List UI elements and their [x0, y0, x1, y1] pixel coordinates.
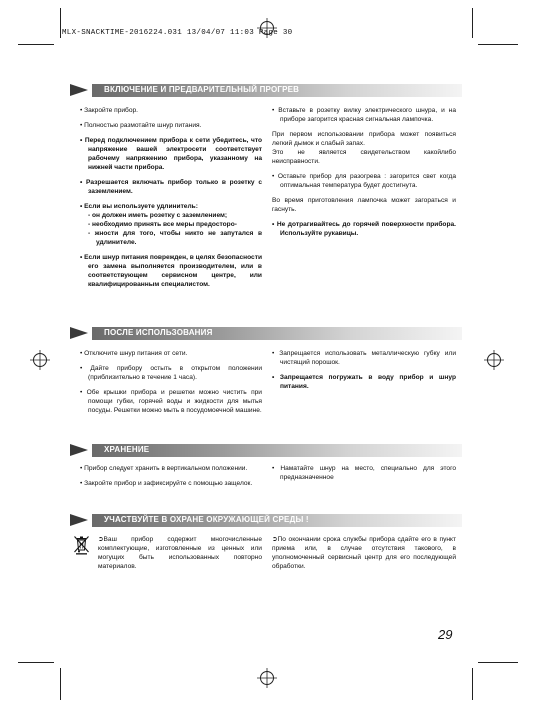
arrow-bullet-icon: ➲: [272, 535, 278, 543]
list-item: • Оставьте прибор для разогрева : загорится свет когда оптимальная температура будет достигнута.: [272, 173, 457, 189]
registration-mark-right-icon: [484, 350, 504, 370]
preheat-left-column: [80, 106, 262, 295]
after-left-column: [80, 349, 262, 421]
section-arrow-icon: [70, 514, 88, 526]
crop-mark-tr-v: [472, 8, 473, 38]
section-title: ПОСЛЕ ИСПОЛЬЗОВАНИЯ: [104, 328, 213, 337]
section-arrow-icon: [70, 84, 88, 96]
environment-right-column: [272, 535, 456, 577]
section-header-after-use: [70, 327, 462, 340]
crop-mark-tl-h: [18, 44, 54, 45]
paragraph: При первом использовании прибора может появиться легкий дымок и слабый запах.: [272, 131, 456, 147]
paragraph: ➲По окончании срока службы прибора сдайте его в пункт приема или, в случае отсутствия таковoго, в уполномоченный сервисный центр для его последующей обработки.: [272, 535, 456, 570]
list-item: • Полностью размотайте шнур питания.: [80, 122, 202, 129]
list-item: • Закройте прибор и зафиксируйте с помощью защелок.: [80, 480, 253, 487]
list-item: • Дайте прибору остыть в открытом положении (приблизительно в течение 1 часа).: [80, 365, 262, 381]
list-item: • Обе крышки прибора и решетки можно чистить при помощи губки, горячей воды и жидкости для мытья посуды. Решетки можно мыть в посудомоечной машине.: [80, 389, 262, 414]
list-subitem: - необходимо принять все меры предосторо-: [88, 221, 237, 228]
paragraph: Во время приготовления лампочка может загораться и гаснуть.: [272, 197, 456, 213]
registration-mark-bottom-icon: [257, 668, 277, 688]
list-item: • Запрещается погружать в воду прибор и шнур питания.: [272, 374, 456, 390]
list-item: • Разрешается включать прибор только в розетку с заземлением.: [80, 179, 262, 195]
arrow-bullet-icon: ➲: [98, 535, 104, 543]
crossed-bin-recycling-icon: [73, 535, 90, 555]
list-item: • Запрещается использовать металлическую губку или чистящий порошок.: [272, 350, 457, 366]
section-title: УЧАСТВУЙТЕ В ОХРАНЕ ОКРУЖАЮЩЕЙ СРЕДЫ !: [104, 515, 309, 524]
list-item: • Если вы используете удлинитель:: [80, 203, 198, 210]
section-arrow-icon: [70, 327, 88, 339]
section-title: ХРАНЕНИЕ: [104, 445, 150, 454]
storage-left-column: [80, 464, 262, 494]
registration-mark-left-icon: [30, 350, 50, 370]
crop-mark-br-h: [478, 662, 518, 663]
list-item: • Перед подключением прибора к сети убедитесь, что напряжение вашей электросети соответствует рабочему напряжению прибора, указанному на нижней части прибора.: [80, 137, 263, 171]
section-title: ВКЛЮЧЕНИЕ И ПРЕДВАРИТЕЛЬНЫЙ ПРОГРЕВ: [104, 85, 300, 94]
environment-left-column: [98, 535, 262, 577]
list-item: • Отключите шнур питания от сети.: [80, 350, 188, 357]
preheat-right-column: [272, 106, 456, 244]
registration-mark-top-icon: [257, 18, 277, 38]
crop-mark-tr-h: [478, 44, 518, 45]
list-item: • Если шнур питания поврежден, в целях безопасности его замена выполняется производителем, или в соответствующем сервисном центре, или квалифицированным специалистом.: [80, 254, 263, 288]
list-subitem: - жности для того, чтобы никто не запутался в удлинителе.: [88, 230, 262, 246]
section-arrow-icon: [70, 444, 88, 456]
after-right-column: [272, 349, 456, 397]
paragraph: Это не является свидетельством какойлибо неисправности.: [272, 149, 456, 165]
crop-mark-tl-v: [60, 8, 61, 38]
list-item: • Прибор следует хранить в вертикальном положении.: [80, 465, 248, 472]
list-item: • Не дотрагивайтесь до горячей поверхности прибора. Используйте рукавицы.: [272, 221, 456, 237]
paragraph: ➲Ваш прибор содержит многочисленные комплектующие, изготовленные из ценных или могущих быть использованных повторно материалов.: [98, 535, 262, 570]
crop-mark-bl-v: [60, 668, 61, 700]
list-item: • Наматайте шнур на место, специально для этого предназначенное: [272, 465, 456, 481]
section-header-storage: [70, 444, 462, 457]
page-number: 29: [438, 627, 453, 642]
list-item: • Вставьте в розетку вилку электрического шнура, и на приборе загорится красная сигнальная лампочка.: [272, 107, 456, 123]
crop-mark-bl-h: [18, 662, 54, 663]
section-header-preheat: [70, 84, 462, 97]
list-item: • Закройте прибор.: [80, 107, 139, 114]
storage-right-column: [272, 464, 456, 488]
section-header-environment: [70, 514, 462, 527]
list-subitem: - он должен иметь розетку с заземлением;: [88, 212, 228, 219]
print-header: MLX-SNACKTIME-2016224.031 13/04/07 11:03 Page 30: [62, 29, 293, 37]
crop-mark-br-v: [472, 668, 473, 700]
